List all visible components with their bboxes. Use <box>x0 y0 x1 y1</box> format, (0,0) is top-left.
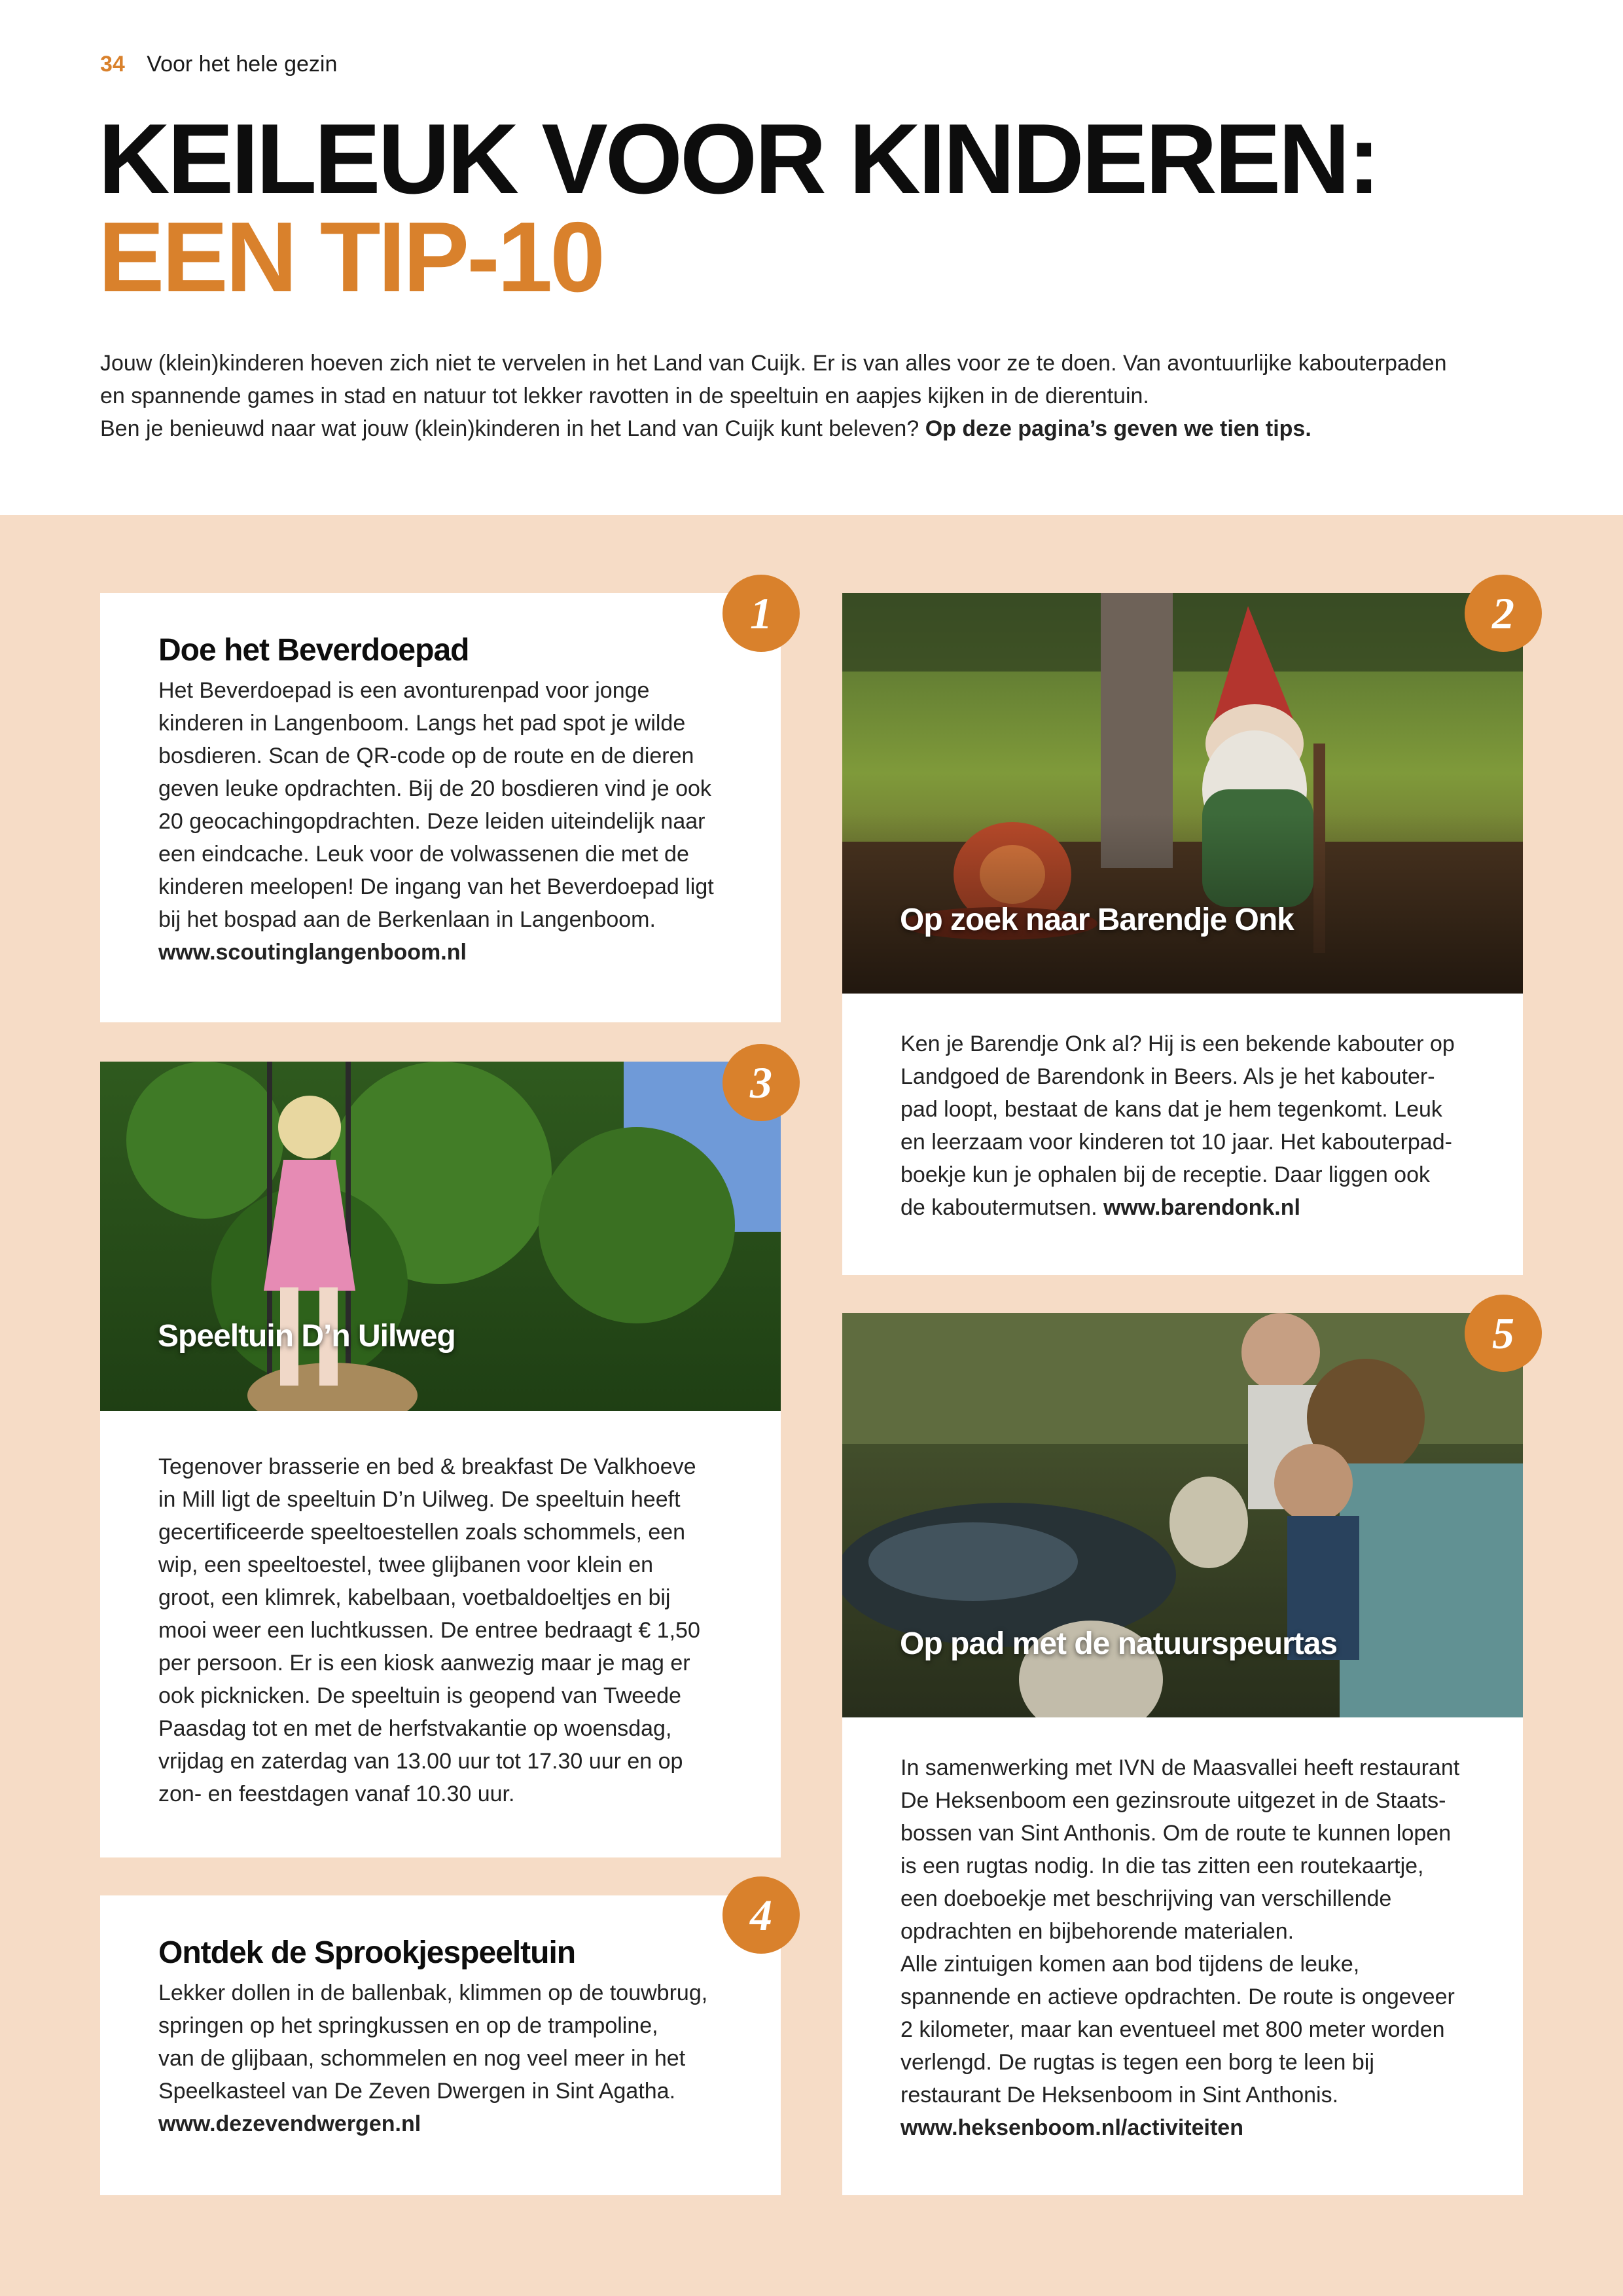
tip-line: wip, een speeltoestel, twee glijbanen voor klein en <box>158 1552 654 1577</box>
tip-line: per persoon. Er is een kiosk aanwezig maar je mag er <box>158 1651 690 1676</box>
tip-line: kinderen in Langenboom. Langs het pad spot je wilde <box>158 711 686 736</box>
tip-line: groot, een klimrek, kabelbaan, voetbaldoeltjes en bij <box>158 1585 671 1610</box>
tip-card-4 <box>100 1895 781 2195</box>
tip-body <box>901 1751 1523 2144</box>
tip-line: in Mill ligt de speeltuin D’n Uilweg. De speeltuin heeft <box>158 1487 681 1512</box>
tip-link[interactable]: www.heksenboom.nl/activiteiten <box>901 2115 1243 2140</box>
tip-line: spannende en actieve opdrachten. De route is ongeveer <box>901 1984 1455 2009</box>
tip-line: boekje kun je ophalen bij de receptie. Daar liggen ook <box>901 1162 1430 1187</box>
tip-line: verlengd. De rugtas is tegen een borg te leen bij <box>901 2050 1374 2075</box>
tip-line: In samenwerking met IVN de Maasvallei heeft restaurant <box>901 1755 1460 1780</box>
tip-line: 2 kilometer, maar kan eventueel met 800 meter worden <box>901 2017 1445 2042</box>
page-number: 34 <box>100 52 125 77</box>
tip-line: en leerzaam voor kinderen tot 10 jaar. Het kabouterpad- <box>901 1130 1452 1155</box>
photo-caption: Op zoek naar Barendje Onk <box>900 903 1294 937</box>
tip-line <box>901 1191 1523 1224</box>
tip-line: De Heksenboom een gezinsroute uitgezet in de Staats- <box>901 1788 1446 1813</box>
tip-card-2 <box>842 994 1523 1275</box>
tip-title: Doe het Beverdoepad <box>158 633 469 668</box>
tip-line: 20 geocachingopdrachten. Deze leiden uiteindelijk naar <box>158 809 705 834</box>
tip-card-1 <box>100 593 781 1022</box>
playground-photo <box>100 1062 781 1411</box>
tip-line: bossen van Sint Anthonis. Om de route te kunnen lopen <box>901 1821 1452 1846</box>
tip-line: pad loopt, bestaat de kans dat je hem tegenkomt. Leuk <box>901 1097 1442 1122</box>
tip-body <box>901 1028 1523 1224</box>
tip-link[interactable]: www.dezevendwergen.nl <box>158 2111 421 2136</box>
tip-line: Paasdag tot en met de herfstvakantie op woensdag, <box>158 1716 672 1741</box>
intro-paragraph <box>100 347 1540 445</box>
intro-emphasis: Op deze pagina’s geven we tien tips. <box>925 416 1311 441</box>
tip-line: Ken je Barendje Onk al? Hij is een bekende kabouter op <box>901 1031 1455 1056</box>
tip-body <box>158 674 781 969</box>
tip-line: Landgoed de Barendonk in Beers. Als je het kabouter- <box>901 1064 1435 1089</box>
tip-line: gecertificeerde speeltoestellen zoals schommels, een <box>158 1520 686 1545</box>
tip-number-badge: 2 <box>1465 575 1542 652</box>
photo-caption: Speeltuin D’n Uilweg <box>158 1319 455 1354</box>
tip-line: opdrachten en bijbehorende materialen. <box>901 1919 1294 1944</box>
tip-line: Lekker dollen in de ballenbak, klimmen op de touwbrug, <box>158 1981 708 2005</box>
tip-line: zon- en feestdagen vanaf 10.30 uur. <box>158 1782 515 1806</box>
section-name: Voor het hele gezin <box>147 52 338 77</box>
tip-number-badge: 4 <box>722 1876 800 1954</box>
title-line-1: KEILEUK VOOR KINDEREN: <box>98 103 1378 215</box>
intro-line-text: Ben je benieuwd naar wat jouw (klein)kinderen in het Land van Cuijk kunt beleven? <box>100 416 925 441</box>
page-header <box>100 51 337 77</box>
tip-line-text: de kaboutermutsen. <box>901 1195 1103 1220</box>
tip-line: Het Beverdoepad is een avonturenpad voor jonge <box>158 678 650 703</box>
tip-card-3 <box>100 1411 781 1857</box>
tip-line: Speelkasteel van De Zeven Dwergen in Sint Agatha. <box>158 2079 676 2104</box>
tip-body <box>158 1977 781 2140</box>
tip-line: geven leuke opdrachten. Bij de 20 bosdieren vind je ook <box>158 776 711 801</box>
tip-line: vrijdag en zaterdag van 13.00 uur tot 17.30 uur en op <box>158 1749 683 1774</box>
intro-line <box>100 412 1540 445</box>
nature-photo <box>842 1313 1523 1717</box>
tip-line: ook picknicken. De speeltuin is geopend van Tweede <box>158 1683 681 1708</box>
tip-line: mooi weer een luchtkussen. De entree bedraagt € 1,50 <box>158 1618 700 1643</box>
tip-number-badge: 3 <box>722 1044 800 1121</box>
tip-line: bosdieren. Scan de QR-code op de route en de dieren <box>158 744 694 768</box>
tip-link[interactable]: www.scoutinglangenboom.nl <box>158 940 467 965</box>
gnome-photo <box>842 593 1523 994</box>
tip-line: een eindcache. Leuk voor de volwassenen die met de <box>158 842 689 867</box>
tip-line: Tegenover brasserie en bed & breakfast De Valkhoeve <box>158 1454 696 1479</box>
tip-line: springen op het springkussen en op de trampoline, <box>158 2013 658 2038</box>
tip-line: restaurant De Heksenboom in Sint Anthonis. <box>901 2083 1339 2108</box>
tip-title: Ontdek de Sprookjespeeltuin <box>158 1935 576 1970</box>
tip-line: van de glijbaan, schommelen en nog veel meer in het <box>158 2046 686 2071</box>
tip-line: bij het bospad aan de Berkenlaan in Langenboom. <box>158 907 656 932</box>
tip-line: Alle zintuigen komen aan bod tijdens de leuke, <box>901 1952 1360 1977</box>
tip-line: is een rugtas nodig. In die tas zitten een routekaartje, <box>901 1854 1424 1878</box>
tip-number-badge: 5 <box>1465 1295 1542 1372</box>
tip-line: een doeboekje met beschrijving van verschillende <box>901 1886 1392 1911</box>
intro-line: en spannende games in stad en natuur tot lekker ravotten in de speeltuin en aapjes kijken in de dierentuin. <box>100 384 1149 408</box>
intro-line: Jouw (klein)kinderen hoeven zich niet te vervelen in het Land van Cuijk. Er is van alles voor ze te doen. Van avontuurlijke kabouterpaden <box>100 351 1447 376</box>
tip-card-5 <box>842 1717 1523 2195</box>
tip-number-badge: 1 <box>722 575 800 652</box>
photo-caption: Op pad met de natuurspeurtas <box>900 1626 1338 1661</box>
tip-link[interactable]: www.barendonk.nl <box>1103 1195 1300 1220</box>
tip-body <box>158 1450 781 1810</box>
tip-line: kinderen meelopen! De ingang van het Beverdoepad ligt <box>158 874 714 899</box>
title-line-2: EEN TIP-10 <box>98 202 603 313</box>
page-title <box>98 103 1378 313</box>
